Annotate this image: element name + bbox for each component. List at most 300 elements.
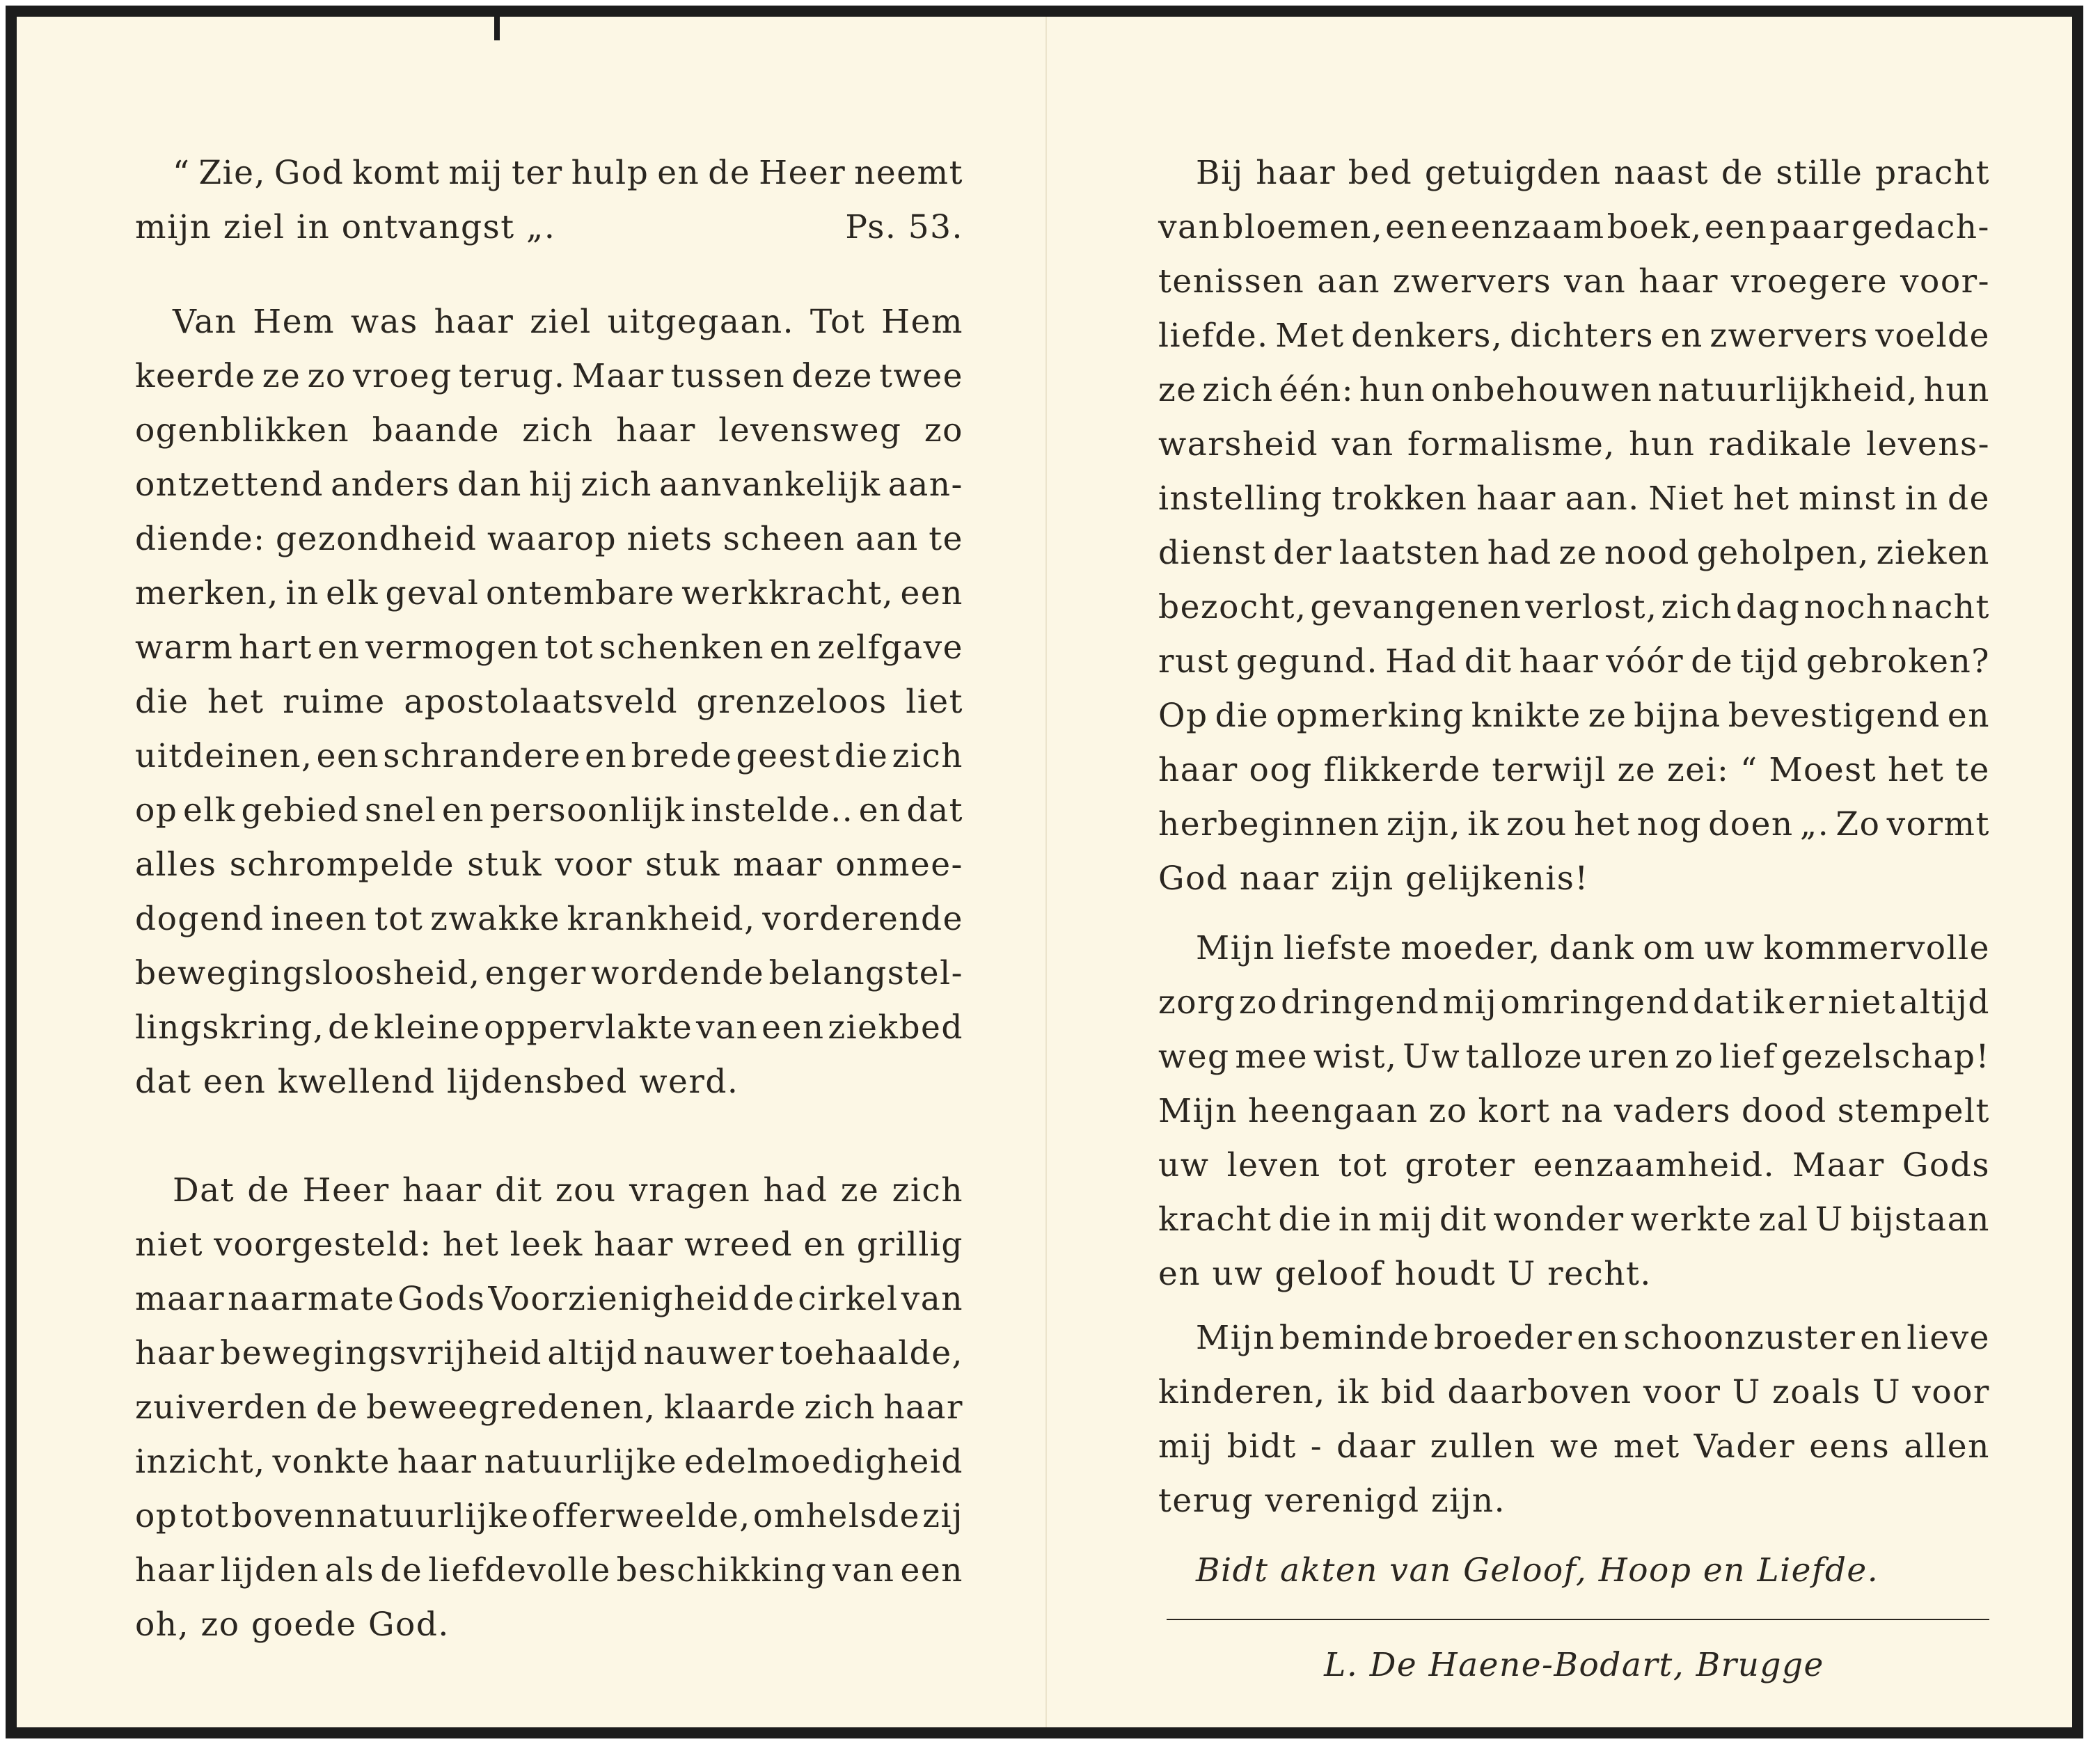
word: -	[1310, 1427, 1323, 1466]
word: kommervolle	[1763, 929, 1990, 967]
word: die	[834, 737, 889, 775]
word: kinderen,	[1158, 1373, 1326, 1411]
word: vragen	[629, 1171, 751, 1210]
separator-rule	[1167, 1619, 1989, 1620]
word: haar	[1639, 262, 1719, 301]
word: vroeg	[352, 357, 452, 395]
word: grenzeloos	[696, 683, 887, 721]
word: ze	[262, 357, 301, 395]
word: levensweg	[718, 411, 902, 450]
word: haar	[135, 1334, 215, 1372]
word: naarmate	[228, 1280, 395, 1318]
word: de	[708, 154, 751, 192]
word: der	[1273, 534, 1332, 572]
word: dit	[1464, 642, 1513, 681]
text-line	[135, 566, 963, 621]
word: vóór	[1606, 642, 1684, 681]
word: dank	[1549, 929, 1635, 967]
word: één:	[1279, 371, 1355, 409]
text-line	[1158, 921, 1990, 976]
quote-line	[135, 146, 963, 200]
word: die	[135, 683, 189, 721]
word: tot	[180, 1497, 230, 1535]
word: het	[1732, 480, 1790, 518]
word: edelmoedigheid	[684, 1443, 963, 1481]
text-line	[135, 458, 963, 512]
word: we	[1549, 1427, 1600, 1466]
text-line	[1158, 1193, 1990, 1247]
text-line	[135, 892, 963, 946]
word: zich	[1661, 588, 1732, 626]
word: anders	[331, 466, 450, 504]
word: bovennatuurlijke	[231, 1497, 530, 1535]
word: in	[1905, 480, 1939, 518]
word: die	[1215, 697, 1270, 735]
card-notch	[494, 17, 500, 40]
word: bevestigend	[1728, 697, 1941, 735]
word: krankheid,	[567, 900, 756, 938]
word: ter	[512, 154, 563, 192]
word: minst	[1799, 480, 1897, 518]
word: lijden	[220, 1551, 319, 1590]
word: cirkel	[798, 1280, 899, 1318]
quote-text: mijn ziel in ontvangst „.	[135, 208, 556, 246]
word: zwervers	[1392, 262, 1552, 301]
word: wreed	[684, 1226, 794, 1264]
word: geholpen,	[1696, 534, 1870, 572]
word: ziel	[530, 303, 592, 341]
word: in	[1338, 1201, 1373, 1239]
text-line	[1158, 418, 1990, 472]
word: de	[1691, 642, 1734, 681]
word: Had	[1385, 642, 1458, 681]
word: bed	[1348, 154, 1413, 192]
word: eenzaam	[1450, 208, 1605, 246]
word: moeder,	[1400, 929, 1541, 967]
word: U	[1872, 1373, 1902, 1411]
word: de	[1721, 154, 1764, 192]
word: flikkerde	[1323, 751, 1481, 789]
word: te	[929, 520, 963, 558]
text-line	[135, 621, 963, 675]
word: Gods	[397, 1280, 486, 1318]
word: weg	[1158, 1038, 1230, 1076]
word: knikte	[1471, 697, 1581, 735]
word: niet	[1828, 983, 1897, 1022]
word: Dat	[173, 1171, 235, 1210]
word: de	[247, 1171, 290, 1210]
word: liefdevolle	[428, 1551, 611, 1590]
word: zei:	[1666, 751, 1730, 789]
word: radikale	[1708, 425, 1853, 464]
word: waarop	[487, 520, 617, 558]
word: van	[1158, 208, 1221, 246]
text-line	[1158, 1420, 1990, 1474]
word: en	[1660, 317, 1703, 355]
word: formalisme,	[1407, 425, 1616, 464]
text-line	[1158, 1311, 1990, 1365]
word: voor	[1912, 1373, 1990, 1411]
word: Mijn	[1196, 929, 1275, 967]
word: getuigden	[1424, 154, 1602, 192]
text-line	[135, 784, 963, 838]
word: nacht	[1891, 588, 1990, 626]
word: gezelschap!	[1781, 1038, 1990, 1076]
word: ik	[1467, 805, 1500, 843]
word: kleine	[373, 1008, 481, 1047]
word: vroegere	[1730, 262, 1888, 301]
word: liefste	[1283, 929, 1393, 967]
word: werkte	[1630, 1201, 1753, 1239]
word: U	[1815, 1201, 1844, 1239]
word: toehaalde,	[779, 1334, 963, 1372]
word: uitgegaan.	[607, 303, 795, 341]
text-line	[135, 295, 963, 349]
text-line: oh, zo goede God.	[135, 1606, 450, 1644]
word: voor	[1643, 1373, 1721, 1411]
word: levens-	[1866, 425, 1990, 464]
word: haar	[1256, 154, 1336, 192]
text-line	[135, 1272, 963, 1326]
fold-line	[1045, 17, 1047, 1727]
word: geval	[385, 574, 480, 612]
word: gebroken?	[1806, 642, 1990, 681]
word: uitdeinen,	[135, 737, 313, 775]
memorial-card	[6, 6, 2083, 1738]
word: Mijn	[1158, 1092, 1238, 1130]
text-line	[1158, 200, 1990, 255]
word: de	[380, 1551, 423, 1590]
word: lieve	[1906, 1319, 1990, 1357]
word: bloemen,	[1222, 208, 1384, 246]
word: bid	[1380, 1373, 1437, 1411]
word: heengaan	[1247, 1092, 1419, 1130]
word: omringend	[1500, 983, 1690, 1022]
text-line	[1158, 976, 1990, 1030]
word: de	[752, 1280, 796, 1318]
word: keerde	[135, 357, 256, 395]
text-line	[135, 1489, 963, 1544]
word: verlost,	[1525, 588, 1658, 626]
word: en	[441, 791, 484, 830]
word: alles	[135, 846, 217, 884]
text-line	[135, 675, 963, 729]
word: haar	[883, 1388, 963, 1427]
word: gedach-	[1851, 208, 1990, 246]
text-line	[135, 838, 963, 892]
word: beweegredenen,	[366, 1388, 656, 1427]
word: eenzaamheid.	[1533, 1146, 1776, 1184]
word: werkkracht,	[681, 574, 894, 612]
word: een	[1704, 208, 1768, 246]
text-line	[1158, 689, 1990, 743]
text-line	[135, 1544, 963, 1598]
word: zelfgave	[817, 628, 963, 667]
word: ontembare	[485, 574, 675, 612]
word: Gods	[1902, 1146, 1990, 1184]
word: uw	[1158, 1146, 1210, 1184]
word: zoals	[1772, 1373, 1861, 1411]
text-line	[1158, 580, 1990, 635]
text-line	[1158, 1084, 1990, 1139]
word: zich	[1202, 371, 1274, 409]
word: Mijn	[1196, 1319, 1275, 1357]
word: hun	[1359, 371, 1426, 409]
text-line	[135, 349, 963, 404]
text-line: en uw geloof houdt U recht.	[1158, 1255, 1652, 1293]
word: ik	[1752, 983, 1785, 1022]
text-line	[1158, 472, 1990, 526]
text-line	[1158, 363, 1990, 418]
word: oog	[1249, 751, 1313, 789]
word: dogend	[135, 900, 265, 938]
word: omhelsde	[752, 1497, 920, 1535]
word: dood	[1741, 1092, 1827, 1130]
word: Niet	[1648, 480, 1725, 518]
word: zo	[1238, 983, 1278, 1022]
word: nog	[1636, 805, 1702, 843]
word: schenken	[599, 628, 765, 667]
word: altijd	[547, 1334, 639, 1372]
word: onmee-	[835, 846, 963, 884]
word: tijd	[1740, 642, 1799, 681]
word: schoonzuster	[1623, 1319, 1856, 1357]
word: gevangenen	[1310, 588, 1522, 626]
word: twee	[879, 357, 963, 395]
word: gezondheid	[275, 520, 477, 558]
word: hij	[529, 466, 574, 504]
word: bijstaan	[1849, 1201, 1990, 1239]
word: op	[135, 791, 178, 830]
word: klaarde	[663, 1388, 797, 1427]
word: merken,	[135, 574, 279, 612]
word: natuurlijke	[484, 1443, 678, 1481]
word: “	[173, 154, 191, 192]
word: Op	[1158, 697, 1208, 735]
word: zieken	[1876, 534, 1990, 572]
word: haar	[1476, 480, 1556, 518]
word: terwijl	[1492, 751, 1606, 789]
text-line	[1158, 1139, 1990, 1193]
word: en	[585, 737, 628, 775]
word: persoonlijk	[489, 791, 686, 830]
word: en	[1577, 1319, 1620, 1357]
word: elk	[326, 574, 379, 612]
word: Hem	[881, 303, 963, 341]
word: ze	[840, 1171, 880, 1210]
word: tot	[374, 900, 424, 938]
word: scheen	[723, 520, 846, 558]
word: zou	[1506, 805, 1568, 843]
word: eens	[1809, 1427, 1890, 1466]
word: liet	[906, 683, 963, 721]
word: mij	[1158, 1427, 1213, 1466]
text-line	[1158, 1030, 1990, 1084]
word: belangstel-	[768, 954, 963, 992]
word: deze	[791, 357, 873, 395]
word: stuk	[645, 846, 720, 884]
word: in	[285, 574, 319, 612]
word: ineen	[271, 900, 368, 938]
word: bijna	[1634, 697, 1721, 735]
word: schrandere	[383, 737, 581, 775]
word: er	[1787, 983, 1825, 1022]
word: van	[832, 1551, 895, 1590]
word: pracht	[1874, 154, 1990, 192]
word: en	[769, 628, 812, 667]
word: zich	[522, 411, 594, 450]
word: zo	[1428, 1092, 1468, 1130]
word: hun	[1629, 425, 1696, 464]
word: voor-	[1900, 262, 1990, 301]
word: dichters	[1509, 317, 1654, 355]
word: was	[350, 303, 418, 341]
text-line	[135, 729, 963, 784]
word: ze	[1158, 371, 1197, 409]
word: vorderende	[762, 900, 963, 938]
word: een	[1385, 208, 1448, 246]
word: daar	[1336, 1427, 1416, 1466]
word: aan-	[887, 466, 963, 504]
word: hun	[1923, 371, 1990, 409]
word: schrompelde	[229, 846, 455, 884]
text-line	[135, 1435, 963, 1489]
word: warsheid	[1158, 425, 1319, 464]
word: het	[1574, 805, 1631, 843]
word: instelling	[1158, 480, 1323, 518]
text-line	[1158, 1365, 1990, 1420]
word: vaders	[1613, 1092, 1731, 1130]
text-line	[1158, 798, 1990, 852]
word: een	[900, 574, 963, 612]
word: na	[1561, 1092, 1604, 1130]
word: tot	[1338, 1146, 1388, 1184]
word: en	[1947, 697, 1990, 735]
word: lief	[1719, 1038, 1776, 1076]
word: uw	[1704, 929, 1755, 967]
word: Zie,	[198, 154, 266, 192]
word: van	[901, 1280, 963, 1318]
word: van	[695, 1008, 759, 1047]
word: hulp	[571, 154, 649, 192]
psalm-reference: Ps. 53.	[845, 208, 963, 246]
word: haar	[135, 1551, 215, 1590]
prayer-line: Bidt akten van Geloof, Hoop en Liefde.	[1196, 1551, 1879, 1590]
word: rust	[1158, 642, 1229, 681]
word: “	[1740, 751, 1758, 789]
text-line	[135, 946, 963, 1001]
word: die	[1278, 1201, 1332, 1239]
text-line	[135, 1381, 963, 1435]
word: zo	[924, 411, 963, 450]
word: trokken	[1332, 480, 1468, 518]
word: Vader	[1694, 1427, 1796, 1466]
text-line	[135, 1001, 963, 1055]
word: altijd	[1899, 983, 1990, 1022]
word: ze	[1588, 697, 1627, 735]
word: oppervlakte	[484, 1008, 693, 1047]
word: als	[324, 1551, 375, 1590]
word: zorg	[1158, 983, 1236, 1022]
word: dat	[1693, 983, 1750, 1022]
word: diende:	[135, 520, 266, 558]
word: noch	[1803, 588, 1888, 626]
word: dit	[1439, 1201, 1487, 1239]
word: wonder	[1493, 1201, 1625, 1239]
word: haar	[1158, 751, 1238, 789]
word: voorgesteld:	[214, 1226, 432, 1264]
word: aanvankelijk	[659, 466, 881, 504]
word: instelde..	[690, 791, 854, 830]
text-line	[1158, 146, 1990, 200]
word: naast	[1613, 154, 1710, 192]
word: met	[1613, 1427, 1680, 1466]
word: leek	[510, 1226, 583, 1264]
word: dan	[457, 466, 522, 504]
word: aan	[1317, 262, 1380, 301]
text-line	[135, 404, 963, 458]
word: bezocht,	[1158, 588, 1307, 626]
printer-imprint: L. De Haene-Bodart, Brugge	[1324, 1646, 1824, 1684]
word: wist,	[1313, 1038, 1398, 1076]
word: zich	[892, 737, 963, 775]
word: dienst	[1158, 534, 1267, 572]
word: zwakke	[430, 900, 560, 938]
word: Met	[1275, 317, 1345, 355]
word: kracht	[1158, 1201, 1272, 1239]
word: ontzettend	[135, 466, 324, 504]
word: tot	[544, 628, 594, 667]
word: Heer	[302, 1171, 390, 1210]
word: leven	[1226, 1146, 1321, 1184]
word: Maar	[1792, 1146, 1885, 1184]
word: zich	[804, 1388, 876, 1427]
word: talloze	[1465, 1038, 1584, 1076]
word: wordende	[591, 954, 765, 992]
word: bewegingsloosheid,	[135, 954, 481, 992]
word: het	[207, 683, 265, 721]
word: zullen	[1430, 1427, 1536, 1466]
word: tussen	[670, 357, 786, 395]
word: brede	[631, 737, 733, 775]
word: zij	[922, 1497, 963, 1535]
word: ze	[1617, 751, 1657, 789]
word: warm	[135, 628, 234, 667]
word: de	[328, 1008, 371, 1047]
word: zich	[581, 466, 652, 504]
word: grillig	[856, 1226, 963, 1264]
word: neemt	[854, 154, 963, 192]
word: kort	[1478, 1092, 1551, 1130]
word: onbehouwen	[1430, 371, 1653, 409]
word: had	[763, 1171, 828, 1210]
word: haar	[616, 411, 696, 450]
word: broeder	[1433, 1319, 1573, 1357]
word: doen	[1708, 805, 1794, 843]
word: zo	[1675, 1038, 1714, 1076]
word: zijn,	[1386, 805, 1462, 843]
word: terug.	[458, 357, 566, 395]
word: een	[900, 1551, 963, 1590]
word: uren	[1588, 1038, 1670, 1076]
quote-line-2	[135, 200, 963, 255]
word: had	[1487, 534, 1552, 572]
word: U	[1732, 1373, 1761, 1411]
word: bewegingsvrijheid	[220, 1334, 543, 1372]
word: Maar	[571, 357, 665, 395]
word: Hem	[253, 303, 335, 341]
text-line	[135, 1164, 963, 1218]
